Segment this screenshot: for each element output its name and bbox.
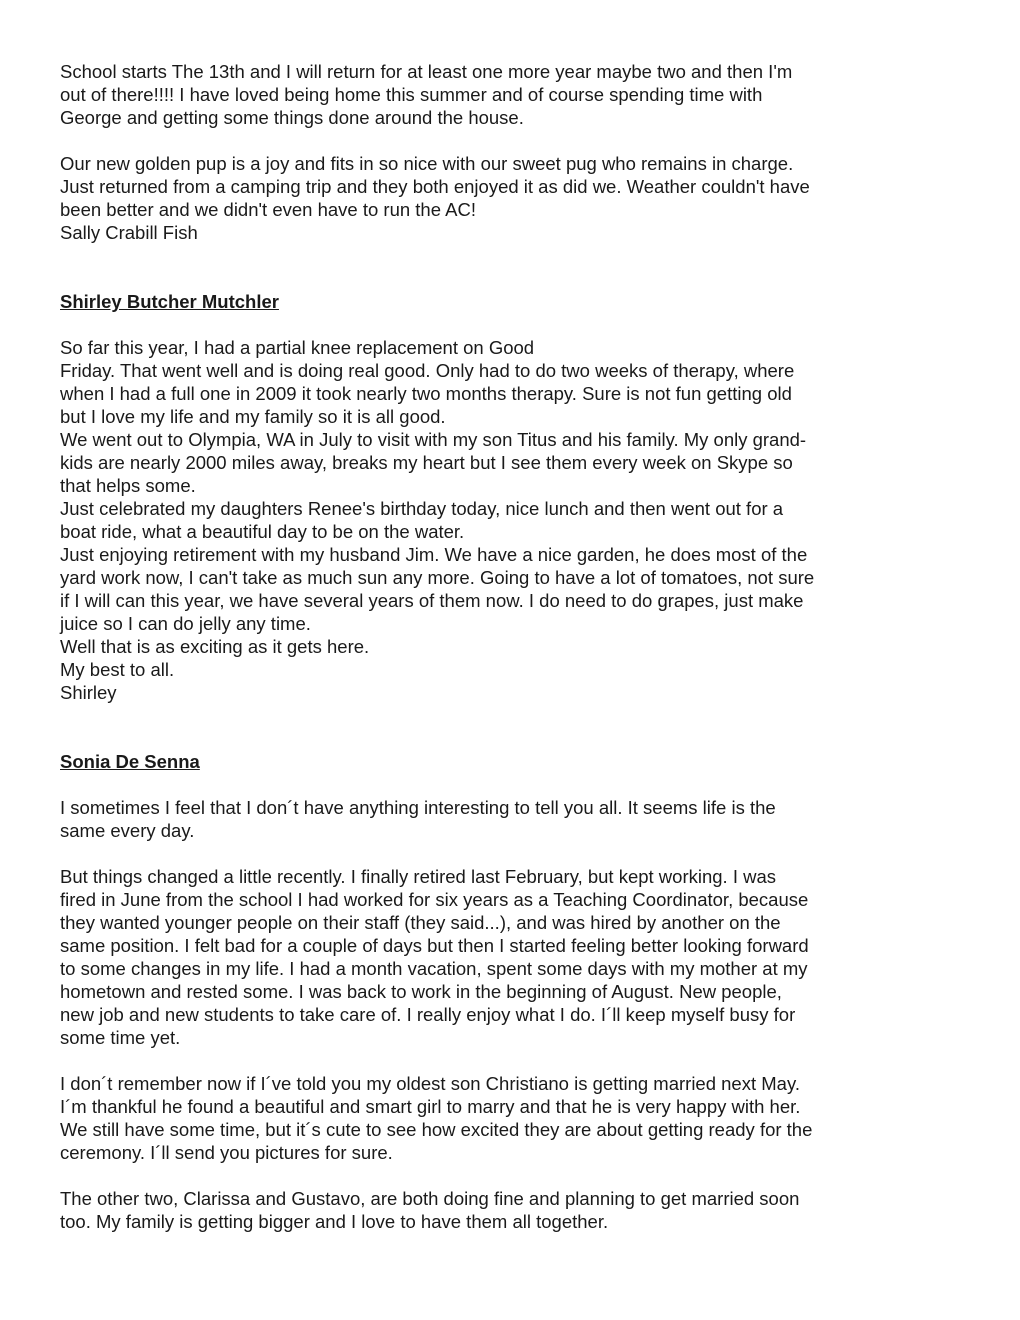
paragraph-gap: [60, 773, 960, 796]
paragraph-gap: [60, 129, 960, 152]
text-line: hometown and rested some. I was back to work in the beginning of August. New people,: [60, 981, 782, 1002]
text-line: that helps some.: [60, 475, 196, 496]
text-line: Just returned from a camping trip and they both enjoyed it as did we. Weather couldn't have: [60, 176, 810, 197]
letter-sonia: [60, 750, 960, 1233]
paragraph: [60, 865, 960, 1049]
paragraph: [60, 60, 960, 129]
text-line: So far this year, I had a partial knee replacement on Good: [60, 337, 535, 358]
text-line: but I love my life and my family so it is all good.: [60, 406, 446, 427]
section-heading: Shirley Butcher Mutchler: [60, 291, 279, 312]
text-line: to some changes in my life. I had a month vacation, spent some days with my mother at my: [60, 958, 808, 979]
text-line: George and getting some things done around the house.: [60, 107, 524, 128]
text-line: boat ride, what a beautiful day to be on the water.: [60, 521, 465, 542]
text-line: We still have some time, but it´s cute to see how excited they are about getting ready for the: [60, 1119, 813, 1140]
text-line: new job and new students to take care of. I really enjoy what I do. I´ll keep myself busy for: [60, 1004, 796, 1025]
paragraph: [60, 796, 960, 842]
text-line: yard work now, I can't take as much sun any more. Going to have a lot of tomatoes, not sure: [60, 567, 815, 588]
text-line: Just enjoying retirement with my husband Jim. We have a nice garden, he does most of the: [60, 544, 808, 565]
text-line: Well that is as exciting as it gets here.: [60, 636, 370, 657]
letter-sally: [60, 60, 960, 244]
text-line: But things changed a little recently. I finally retired last February, but kept working. I was: [60, 866, 777, 887]
text-line: if I will can this year, we have several years of them now. I do need to do grapes, just make: [60, 590, 804, 611]
text-line: same every day.: [60, 820, 195, 841]
paragraph: [60, 1072, 960, 1164]
section-heading: Sonia De Senna: [60, 751, 200, 772]
text-line: kids are nearly 2000 miles away, breaks my heart but I see them every week on Skype so: [60, 452, 793, 473]
text-line: Friday. That went well and is doing real good. Only had to do two weeks of therapy, where: [60, 360, 795, 381]
text-line: I don´t remember now if I´ve told you my oldest son Christiano is getting married next May.: [60, 1073, 800, 1094]
text-line: when I had a full one in 2009 it took nearly two months therapy. Sure is not fun getting old: [60, 383, 792, 404]
text-line: they wanted younger people on their staff (they said...), and was hired by another on the: [60, 912, 781, 933]
text-line: The other two, Clarissa and Gustavo, are both doing fine and planning to get married soon: [60, 1188, 800, 1209]
paragraph-gap: [60, 1164, 960, 1187]
text-line: Just celebrated my daughters Renee's birthday today, nice lunch and then went out for a: [60, 498, 784, 519]
text-line: My best to all.: [60, 659, 175, 680]
paragraph-gap: [60, 842, 960, 865]
paragraph: [60, 1187, 960, 1233]
text-line: I´m thankful he found a beautiful and smart girl to marry and that he is very happy with her.: [60, 1096, 801, 1117]
text-line: Our new golden pup is a joy and fits in so nice with our sweet pug who remains in charge.: [60, 153, 794, 174]
text-line: juice so I can do jelly any time.: [60, 613, 311, 634]
text-line: same position. I felt bad for a couple of days but then I started feeling better looking forward: [60, 935, 809, 956]
signature-line: Sally Crabill Fish: [60, 222, 198, 243]
paragraph-gap: [60, 1049, 960, 1072]
text-line: some time yet.: [60, 1027, 181, 1048]
text-line: I sometimes I feel that I don´t have anything interesting to tell you all. It seems life is the: [60, 797, 776, 818]
text-line: fired in June from the school I had worked for six years as a Teaching Coordinator, because: [60, 889, 809, 910]
text-line: ceremony. I´ll send you pictures for sure.: [60, 1142, 393, 1163]
text-line: been better and we didn't even have to run the AC!: [60, 199, 476, 220]
text-line: out of there!!!! I have loved being home this summer and of course spending time with: [60, 84, 763, 105]
letter-shirley: [60, 290, 960, 704]
text-line: We went out to Olympia, WA in July to visit with my son Titus and his family. My only grand-: [60, 429, 807, 450]
signature-line: Shirley: [60, 682, 117, 703]
section-gap: [60, 704, 960, 750]
document-page: [60, 60, 960, 1233]
text-line: School starts The 13th and I will return for at least one more year maybe two and then I'm: [60, 61, 793, 82]
section-gap: [60, 244, 960, 290]
paragraph: [60, 336, 960, 704]
paragraph-gap: [60, 313, 960, 336]
text-line: too. My family is getting bigger and I love to have them all together.: [60, 1211, 609, 1232]
paragraph: [60, 152, 960, 244]
